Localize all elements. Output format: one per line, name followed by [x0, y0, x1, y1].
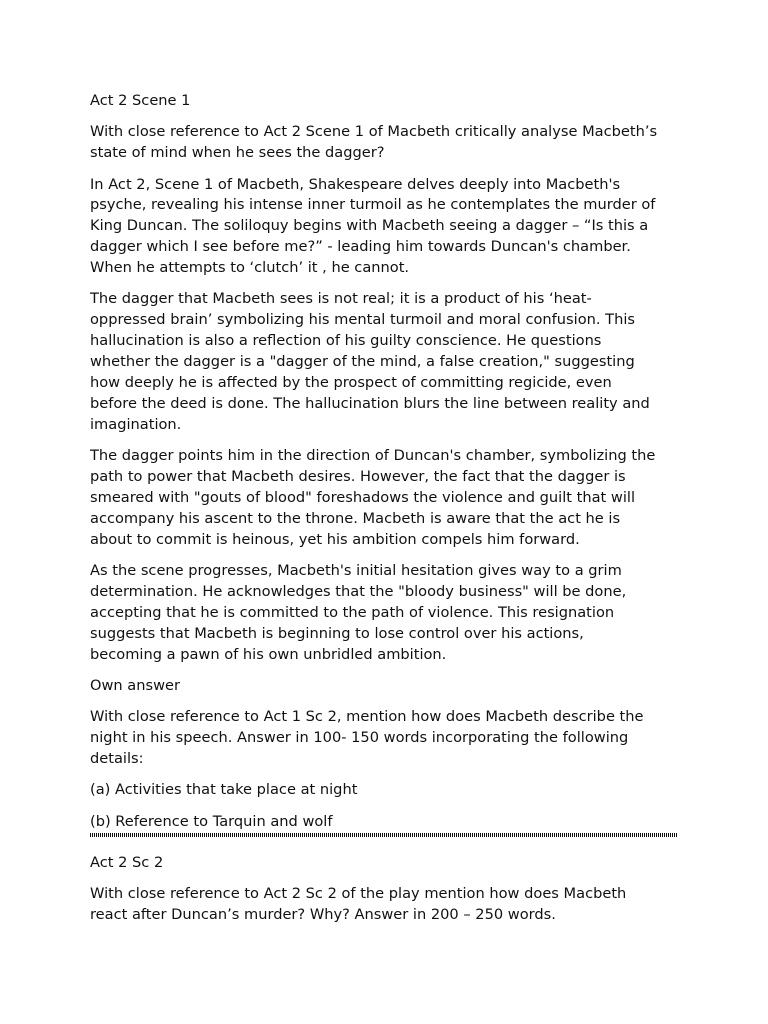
text-line: imagination. — [90, 415, 182, 433]
text-line: In Act 2, Scene 1 of Macbeth, Shakespeare delves deeply into Macbeth's — [90, 175, 621, 193]
section-heading-act2-sc2: Act 2 Sc 2 — [90, 854, 164, 871]
question-2-point-b: (b) Reference to Tarquin and wolf — [90, 812, 333, 830]
answer-paragraph-4 — [90, 561, 690, 666]
section-heading-act2-scene1: Act 2 Scene 1 — [90, 92, 191, 109]
text-line: becoming a pawn of his own unbridled ambition. — [90, 645, 447, 663]
section-divider-wrap — [90, 833, 690, 837]
text-line: As the scene progresses, Macbeth's initial hesitation gives way to a grim — [90, 562, 622, 580]
text-line: before the deed is done. The hallucination blurs the line between reality and — [90, 394, 650, 412]
text-line: about to commit is heinous, yet his ambition compels him forward. — [90, 530, 580, 548]
answer-paragraph-1 — [90, 175, 690, 280]
question-2-point-a: (a) Activities that take place at night — [90, 781, 358, 799]
text-line: determination. He acknowledges that the "bloody business" will be done, — [90, 582, 627, 600]
text-line: psyche, revealing his intense inner turmoil as he contemplates the murder of — [90, 196, 656, 214]
text-line: smeared with "gouts of blood" foreshadows the violence and guilt that will — [90, 488, 635, 506]
text-line: accompany his ascent to the throne. Macbeth is aware that the act he is — [90, 509, 621, 527]
section-divider — [90, 833, 678, 837]
text-line: suggests that Macbeth is beginning to lose control over his actions, — [90, 624, 584, 642]
text-line: The dagger that Macbeth sees is not real; it is a product of his ‘heat- — [90, 290, 592, 308]
question-1 — [90, 122, 690, 164]
question-3 — [90, 884, 690, 926]
text-line: whether the dagger is a "dagger of the mind, a false creation," suggesting — [90, 353, 635, 371]
text-line: hallucination is also a reflection of his guilty conscience. He questions — [90, 332, 602, 350]
section-heading-own-answer: Own answer — [90, 677, 181, 694]
text-line: dagger which I see before me?” - leading him towards Duncan's chamber. — [90, 238, 631, 256]
text-line: With close reference to Act 1 Sc 2, mention how does Macbeth describe the — [90, 708, 644, 726]
text-line: With close reference to Act 2 Sc 2 of the play mention how does Macbeth — [90, 885, 627, 903]
answer-paragraph-2 — [90, 289, 690, 435]
text-line: night in his speech. Answer in 100- 150 words incorporating the following — [90, 729, 629, 747]
text-line: how deeply he is affected by the prospect of committing regicide, even — [90, 374, 612, 392]
text-line: oppressed brain’ symbolizing his mental turmoil and moral confusion. This — [90, 311, 635, 329]
text-line: King Duncan. The soliloquy begins with Macbeth seeing a dagger – “Is this a — [90, 217, 649, 235]
question-2 — [90, 707, 690, 770]
text-line: The dagger points him in the direction of Duncan's chamber, symbolizing the — [90, 447, 656, 465]
text-line: state of mind when he sees the dagger? — [90, 144, 385, 162]
document-body — [90, 91, 690, 937]
answer-paragraph-3 — [90, 446, 690, 551]
text-line: details: — [90, 750, 144, 768]
text-line: react after Duncan’s murder? Why? Answer in 200 – 250 words. — [90, 906, 556, 924]
text-line: accepting that he is committed to the path of violence. This resignation — [90, 603, 615, 621]
text-line: With close reference to Act 2 Scene 1 of Macbeth critically analyse Macbeth’s — [90, 123, 658, 141]
text-line: When he attempts to ‘clutch’ it , he cannot. — [90, 259, 410, 277]
text-line: path to power that Macbeth desires. However, the fact that the dagger is — [90, 468, 626, 486]
